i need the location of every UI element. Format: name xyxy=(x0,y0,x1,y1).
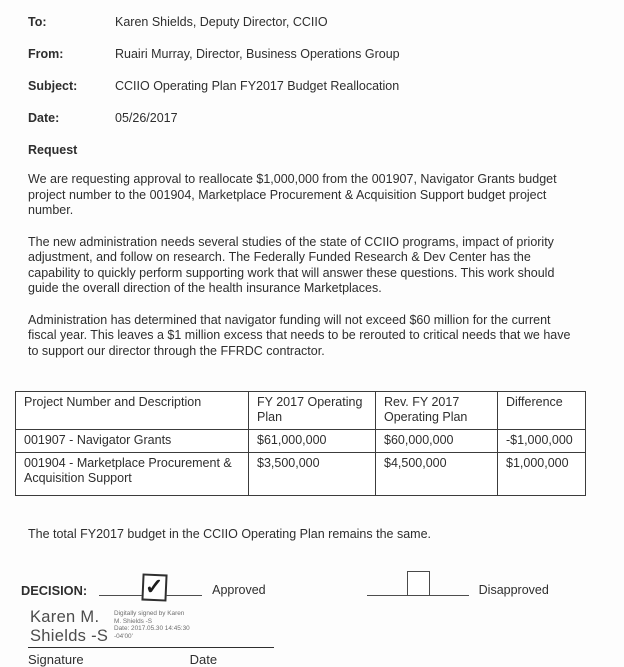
digital-signature-detail-line: Date: 2017.05.30 14:45:30 xyxy=(114,625,190,633)
approved-label: Approved xyxy=(212,583,266,597)
date-label: Date xyxy=(189,652,218,667)
digital-signature-name xyxy=(30,608,114,645)
request-heading: Request xyxy=(28,143,78,157)
col-header-difference: Difference xyxy=(498,392,586,430)
to-value: Karen Shields, Deputy Director, CCIIO xyxy=(115,15,328,29)
cell-rev-001907: $60,000,000 xyxy=(376,430,498,453)
summary-text: The total FY2017 budget in the CCIIO Operating Plan remains the same. xyxy=(28,527,431,541)
memo-field-date xyxy=(28,111,586,125)
cell-project-001904: 001904 - Marketplace Procurement & Acquisition Support xyxy=(16,453,249,496)
signature-labels xyxy=(28,652,274,667)
date-field-label: Date: xyxy=(28,111,60,125)
col-header-rev-fy2017-plan: Rev. FY 2017 Operating Plan xyxy=(376,392,498,430)
cell-diff-001907: -$1,000,000 xyxy=(498,430,586,453)
digital-signature-details xyxy=(114,608,190,645)
table-row-001904 xyxy=(16,453,586,496)
paragraph-request: We are requesting approval to reallocate $1,000,000 from the 001907, Navigator Grants budget project number to the 001904, Marketplace Procurement & Acquisition Support budget project number. xyxy=(28,172,557,217)
cell-rev-001904: $4,500,000 xyxy=(376,453,498,496)
digital-signature-detail-line: Digitally signed by Karen xyxy=(114,610,185,617)
col-header-fy2017-plan: FY 2017 Operating Plan xyxy=(249,392,376,430)
cell-fy2017-001907: $61,000,000 xyxy=(249,430,376,453)
budget-table xyxy=(15,391,586,496)
memo-field-subject xyxy=(28,79,586,93)
date-field-value: 05/26/2017 xyxy=(115,111,178,125)
signature-line xyxy=(28,647,274,648)
subject-value: CCIIO Operating Plan FY2017 Budget Reallocation xyxy=(115,79,400,93)
paragraph-administration: Administration has determined that navigator funding will not exceed $60 million for the current fiscal year. This leaves a $1 million excess that needs to be rerouted to critical needs that we have to support our director through the FFRDC contractor. xyxy=(28,312,571,358)
digital-signature xyxy=(28,608,274,645)
subject-label: Subject: xyxy=(28,79,78,93)
signature-block xyxy=(28,608,274,667)
memo-header xyxy=(28,15,586,125)
decision-label: DECISION: xyxy=(21,583,88,598)
table-row-001907 xyxy=(16,430,586,453)
checkmark-icon: ✓ xyxy=(145,573,164,599)
disapproved-checkbox[interactable] xyxy=(407,571,430,596)
from-value: Ruairi Murray, Director, Business Operations Group xyxy=(115,47,400,61)
memo-field-from xyxy=(28,47,586,61)
disapproved-label: Disapproved xyxy=(478,583,549,597)
digital-signature-detail-line: -04'00' xyxy=(114,632,133,640)
digital-signature-detail-line: M. Shields -S xyxy=(114,617,153,625)
cell-fy2017-001904: $3,500,000 xyxy=(249,453,376,496)
cell-project-001907: 001907 - Navigator Grants xyxy=(16,430,249,453)
from-label: From: xyxy=(28,47,64,61)
col-header-project: Project Number and Description xyxy=(16,392,249,430)
signature-name-line1: Karen M. xyxy=(30,608,100,626)
to-label: To: xyxy=(28,15,47,29)
signature-name-line2: Shields -S xyxy=(30,626,109,645)
table-header-row xyxy=(16,392,586,430)
approved-checkbox[interactable] xyxy=(142,573,168,601)
approved-line xyxy=(99,573,202,599)
paragraph-justification: The new administration needs several studies of the state of CCIIO programs, impact of priority adjustment, and follow on research. The Federally Funded Research & Dev Center has the capability to quickly perform supporting work that will answer these questions. This work should guide the overall direction of the health insurance Marketplaces. xyxy=(28,234,555,295)
decision-row xyxy=(21,569,586,599)
memo-field-to xyxy=(28,15,586,29)
signature-label: Signature xyxy=(28,652,84,667)
cell-diff-001904: $1,000,000 xyxy=(498,453,586,496)
disapproved-line xyxy=(367,595,469,596)
